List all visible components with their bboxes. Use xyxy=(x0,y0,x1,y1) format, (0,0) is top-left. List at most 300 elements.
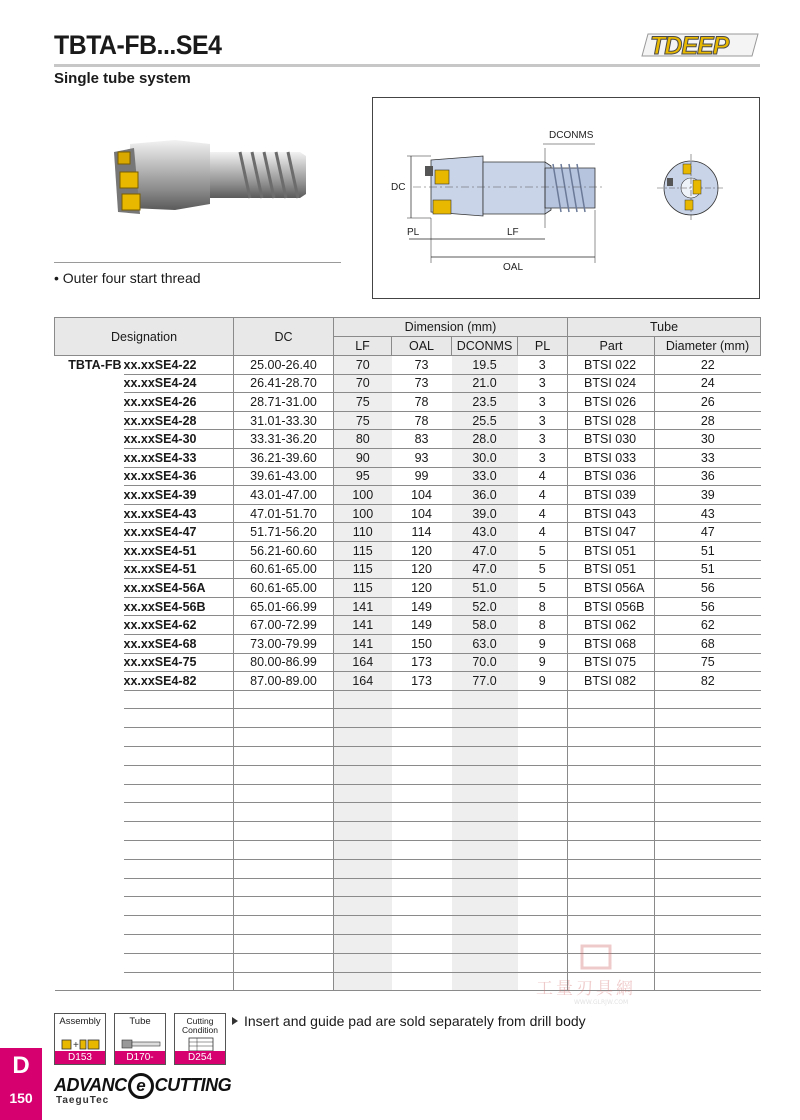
page-subtitle: Single tube system xyxy=(54,70,191,87)
blank-cell xyxy=(234,709,334,728)
cell-pl: 3 xyxy=(518,448,568,467)
ref-assembly-title: Assembly xyxy=(59,1016,101,1027)
cell-diameter: 82 xyxy=(655,672,761,691)
cell-code: xx.xxSE4-24 xyxy=(124,374,234,393)
blank-cell xyxy=(518,878,568,897)
blank-cell xyxy=(568,822,655,841)
blank-cell xyxy=(124,972,234,991)
table-row xyxy=(55,634,761,653)
table-row xyxy=(55,411,761,430)
cell-dc: 80.00-86.99 xyxy=(234,653,334,672)
blank-cell xyxy=(392,953,452,972)
cell-dc: 25.00-26.40 xyxy=(234,356,334,375)
cell-pl: 4 xyxy=(518,486,568,505)
cell-code: xx.xxSE4-75 xyxy=(124,653,234,672)
blank-cell xyxy=(655,690,761,709)
cell-code: xx.xxSE4-56A xyxy=(124,579,234,598)
cell-dconms: 36.0 xyxy=(452,486,518,505)
cell-lf: 100 xyxy=(334,504,392,523)
cell-prefix xyxy=(55,486,124,505)
blank-row xyxy=(55,841,761,860)
cell-dconms: 58.0 xyxy=(452,616,518,635)
cell-code: xx.xxSE4-22 xyxy=(124,356,234,375)
blank-cell xyxy=(568,747,655,766)
blank-cell xyxy=(234,859,334,878)
blank-cell xyxy=(518,897,568,916)
cell-dc: 31.01-33.30 xyxy=(234,411,334,430)
blank-cell xyxy=(392,747,452,766)
cell-dconms: 25.5 xyxy=(452,411,518,430)
cell-oal: 99 xyxy=(392,467,452,486)
blank-cell xyxy=(124,709,234,728)
blank-cell xyxy=(655,916,761,935)
cell-part: BTSI 028 xyxy=(568,411,655,430)
blank-cell xyxy=(55,972,124,991)
cutting-condition-icon xyxy=(181,1036,221,1052)
cell-code: xx.xxSE4-62 xyxy=(124,616,234,635)
blank-cell xyxy=(124,878,234,897)
cell-code: xx.xxSE4-47 xyxy=(124,523,234,542)
cell-pl: 5 xyxy=(518,560,568,579)
blank-cell xyxy=(124,897,234,916)
tdeep-logo xyxy=(640,30,762,60)
blank-cell xyxy=(124,765,234,784)
cell-lf: 115 xyxy=(334,560,392,579)
blank-cell xyxy=(55,803,124,822)
blank-cell xyxy=(452,803,518,822)
blank-cell xyxy=(518,803,568,822)
blank-cell xyxy=(334,803,392,822)
blank-cell xyxy=(655,878,761,897)
blank-cell xyxy=(655,841,761,860)
blank-cell xyxy=(568,765,655,784)
blank-cell xyxy=(518,841,568,860)
cell-dc: 33.31-36.20 xyxy=(234,430,334,449)
cell-lf: 115 xyxy=(334,541,392,560)
blank-cell xyxy=(55,953,124,972)
cell-dc: 60.61-65.00 xyxy=(234,560,334,579)
table-row xyxy=(55,579,761,598)
cell-diameter: 26 xyxy=(655,393,761,412)
cell-diameter: 39 xyxy=(655,486,761,505)
cell-pl: 4 xyxy=(518,523,568,542)
cell-dconms: 21.0 xyxy=(452,374,518,393)
blank-cell xyxy=(334,878,392,897)
blank-cell xyxy=(655,709,761,728)
cell-diameter: 43 xyxy=(655,504,761,523)
blank-cell xyxy=(55,859,124,878)
cell-dc: 87.00-89.00 xyxy=(234,672,334,691)
cell-dc: 65.01-66.99 xyxy=(234,597,334,616)
blank-cell xyxy=(452,747,518,766)
blank-cell xyxy=(234,784,334,803)
blank-cell xyxy=(334,953,392,972)
blank-cell xyxy=(234,972,334,991)
cell-lf: 80 xyxy=(334,430,392,449)
header-oal: OAL xyxy=(392,337,452,356)
cell-dconms: 47.0 xyxy=(452,541,518,560)
blank-cell xyxy=(568,690,655,709)
cell-dconms: 23.5 xyxy=(452,393,518,412)
cell-pl: 5 xyxy=(518,541,568,560)
blank-cell xyxy=(655,728,761,747)
cell-prefix: TBTA-FB xyxy=(68,358,122,373)
cell-part: BTSI 068 xyxy=(568,634,655,653)
blank-row xyxy=(55,897,761,916)
cell-oal: 150 xyxy=(392,634,452,653)
cell-pl: 8 xyxy=(518,597,568,616)
cell-dconms: 39.0 xyxy=(452,504,518,523)
blank-cell xyxy=(55,822,124,841)
blank-cell xyxy=(452,728,518,747)
cell-diameter: 75 xyxy=(655,653,761,672)
watermark-logo xyxy=(532,944,674,1006)
cell-part: BTSI 051 xyxy=(568,541,655,560)
blank-cell xyxy=(124,859,234,878)
ref-assembly[interactable] xyxy=(54,1013,106,1065)
cell-pl: 4 xyxy=(518,467,568,486)
cell-prefix xyxy=(55,634,124,653)
blank-cell xyxy=(392,935,452,954)
blank-cell xyxy=(234,803,334,822)
blank-cell xyxy=(655,765,761,784)
blank-row xyxy=(55,859,761,878)
cell-dconms: 30.0 xyxy=(452,448,518,467)
cell-part: BTSI 030 xyxy=(568,430,655,449)
cell-code: xx.xxSE4-30 xyxy=(124,430,234,449)
cell-part: BTSI 026 xyxy=(568,393,655,412)
insert-2 xyxy=(122,194,140,210)
cell-lf: 141 xyxy=(334,616,392,635)
cell-diameter: 56 xyxy=(655,597,761,616)
blank-cell xyxy=(452,709,518,728)
cell-code: xx.xxSE4-39 xyxy=(124,486,234,505)
blank-cell xyxy=(334,841,392,860)
cell-part: BTSI 075 xyxy=(568,653,655,672)
cell-part: BTSI 062 xyxy=(568,616,655,635)
header-tube: Tube xyxy=(568,318,761,337)
blank-cell xyxy=(234,878,334,897)
blank-cell xyxy=(392,784,452,803)
cell-dc: 56.21-60.60 xyxy=(234,541,334,560)
cell-pl: 8 xyxy=(518,616,568,635)
svg-text:+: + xyxy=(73,1040,79,1051)
cell-oal: 104 xyxy=(392,486,452,505)
blank-cell xyxy=(124,747,234,766)
blank-cell xyxy=(518,709,568,728)
cell-part: BTSI 056B xyxy=(568,597,655,616)
cell-oal: 120 xyxy=(392,541,452,560)
table-row xyxy=(55,486,761,505)
blank-cell xyxy=(234,690,334,709)
blank-cell xyxy=(334,972,392,991)
cell-lf: 70 xyxy=(334,374,392,393)
cell-dc: 60.61-65.00 xyxy=(234,579,334,598)
blank-cell xyxy=(568,709,655,728)
blank-cell xyxy=(452,784,518,803)
blank-cell xyxy=(392,878,452,897)
technical-drawing xyxy=(372,97,760,299)
cell-diameter: 47 xyxy=(655,523,761,542)
blank-cell xyxy=(334,822,392,841)
drill-photo xyxy=(100,122,330,232)
guide-pad xyxy=(118,152,130,164)
cell-lf: 110 xyxy=(334,523,392,542)
blank-cell xyxy=(568,859,655,878)
blank-cell xyxy=(452,953,518,972)
blank-cell xyxy=(124,916,234,935)
cell-prefix xyxy=(55,430,124,449)
blank-row xyxy=(55,728,761,747)
ref-cutting-condition[interactable] xyxy=(174,1013,226,1065)
cell-diameter: 56 xyxy=(655,579,761,598)
cell-oal: 104 xyxy=(392,504,452,523)
blank-cell xyxy=(55,935,124,954)
cell-oal: 73 xyxy=(392,374,452,393)
blank-cell xyxy=(334,897,392,916)
blank-cell xyxy=(518,765,568,784)
blank-cell xyxy=(518,859,568,878)
ref-assembly-page[interactable]: D153 xyxy=(55,1051,105,1064)
cell-oal: 114 xyxy=(392,523,452,542)
blank-cell xyxy=(452,765,518,784)
cell-dc: 51.71-56.20 xyxy=(234,523,334,542)
header-dimension: Dimension (mm) xyxy=(334,318,568,337)
blank-cell xyxy=(568,803,655,822)
cell-pl: 9 xyxy=(518,653,568,672)
page-title: TBTA-FB...SE4 xyxy=(54,30,222,60)
cell-dc: 47.01-51.70 xyxy=(234,504,334,523)
blank-cell xyxy=(518,728,568,747)
page-number: 150 xyxy=(9,1090,33,1106)
blank-cell xyxy=(392,803,452,822)
cell-dconms: 47.0 xyxy=(452,560,518,579)
cell-dc: 28.71-31.00 xyxy=(234,393,334,412)
cell-lf: 164 xyxy=(334,653,392,672)
blank-row xyxy=(55,690,761,709)
blank-cell xyxy=(334,784,392,803)
blank-cell xyxy=(55,765,124,784)
ref-tube[interactable] xyxy=(114,1013,166,1076)
cell-oal: 73 xyxy=(392,356,452,375)
cell-prefix xyxy=(55,523,124,542)
blank-cell xyxy=(452,972,518,991)
blank-cell xyxy=(392,765,452,784)
cell-prefix xyxy=(55,467,124,486)
cell-diameter: 51 xyxy=(655,560,761,579)
cell-prefix xyxy=(55,393,124,412)
cell-part: BTSI 047 xyxy=(568,523,655,542)
blank-cell xyxy=(234,841,334,860)
cell-part: BTSI 039 xyxy=(568,486,655,505)
cell-part: BTSI 056A xyxy=(568,579,655,598)
blank-cell xyxy=(334,935,392,954)
cell-lf: 90 xyxy=(334,448,392,467)
cell-dconms: 51.0 xyxy=(452,579,518,598)
cell-code: xx.xxSE4-26 xyxy=(124,393,234,412)
cell-code: xx.xxSE4-43 xyxy=(124,504,234,523)
table-row xyxy=(55,448,761,467)
cell-dc: 67.00-72.99 xyxy=(234,616,334,635)
blank-cell xyxy=(655,822,761,841)
dc-label: DC xyxy=(391,182,406,193)
table-row xyxy=(55,504,761,523)
blank-cell xyxy=(234,822,334,841)
cell-code: xx.xxSE4-36 xyxy=(124,467,234,486)
blank-cell xyxy=(392,841,452,860)
cell-prefix xyxy=(55,560,124,579)
blank-cell xyxy=(568,841,655,860)
cell-oal: 120 xyxy=(392,560,452,579)
blank-cell xyxy=(392,972,452,991)
pl-label: PL xyxy=(407,227,420,238)
cell-prefix xyxy=(55,411,124,430)
cell-prefix xyxy=(55,672,124,691)
blank-cell xyxy=(234,953,334,972)
cell-code: xx.xxSE4-51 xyxy=(124,560,234,579)
cell-diameter: 33 xyxy=(655,448,761,467)
blank-cell xyxy=(452,690,518,709)
tdeep-logo-text: TDEEP xyxy=(650,32,729,60)
blank-cell xyxy=(124,690,234,709)
blank-cell xyxy=(518,747,568,766)
blank-cell xyxy=(655,859,761,878)
blank-cell xyxy=(452,897,518,916)
header-lf: LF xyxy=(334,337,392,356)
cell-part: BTSI 024 xyxy=(568,374,655,393)
note xyxy=(232,1013,586,1029)
blank-cell xyxy=(124,935,234,954)
cell-oal: 120 xyxy=(392,579,452,598)
cell-diameter: 62 xyxy=(655,616,761,635)
brand-e: e xyxy=(128,1073,154,1099)
section-tab[interactable] xyxy=(0,1048,42,1120)
blank-cell xyxy=(55,784,124,803)
cell-dconms: 70.0 xyxy=(452,653,518,672)
blank-cell xyxy=(234,765,334,784)
cell-prefix xyxy=(55,374,124,393)
blank-cell xyxy=(568,897,655,916)
note-text: Insert and guide pad are sold separately from drill body xyxy=(244,1013,586,1029)
table-body xyxy=(55,356,761,991)
blank-cell xyxy=(124,728,234,747)
cell-pl: 3 xyxy=(518,393,568,412)
table-row xyxy=(55,560,761,579)
section-letter: D xyxy=(12,1052,30,1079)
blank-cell xyxy=(655,803,761,822)
table-row xyxy=(55,356,761,375)
blank-cell xyxy=(334,747,392,766)
header-designation: Designation xyxy=(55,318,234,356)
taegutec-label: TaeguTec xyxy=(56,1095,110,1106)
table-row xyxy=(55,467,761,486)
blank-cell xyxy=(452,916,518,935)
blank-cell xyxy=(124,822,234,841)
blank-cell xyxy=(452,878,518,897)
blank-cell xyxy=(234,747,334,766)
blank-cell xyxy=(334,916,392,935)
blank-cell xyxy=(124,953,234,972)
blank-cell xyxy=(334,765,392,784)
cell-prefix xyxy=(55,541,124,560)
cell-code: xx.xxSE4-28 xyxy=(124,411,234,430)
cell-pl: 9 xyxy=(518,634,568,653)
blank-cell xyxy=(234,897,334,916)
cell-lf: 164 xyxy=(334,672,392,691)
blank-cell xyxy=(518,690,568,709)
blank-row xyxy=(55,822,761,841)
drawing-svg xyxy=(373,98,758,297)
cell-part: BTSI 036 xyxy=(568,467,655,486)
cell-dc: 43.01-47.00 xyxy=(234,486,334,505)
blank-cell xyxy=(518,916,568,935)
table-row xyxy=(55,523,761,542)
cell-oal: 173 xyxy=(392,672,452,691)
cell-oal: 93 xyxy=(392,448,452,467)
table-row xyxy=(55,672,761,691)
blank-cell xyxy=(452,935,518,954)
header-dc: DC xyxy=(234,318,334,356)
cell-part: BTSI 051 xyxy=(568,560,655,579)
header-diameter: Diameter (mm) xyxy=(655,337,761,356)
insert-1 xyxy=(120,172,138,188)
table-row xyxy=(55,653,761,672)
blank-row xyxy=(55,765,761,784)
cell-pl: 5 xyxy=(518,579,568,598)
cell-diameter: 68 xyxy=(655,634,761,653)
cell-prefix xyxy=(55,579,124,598)
cell-diameter: 24 xyxy=(655,374,761,393)
cell-code: xx.xxSE4-68 xyxy=(124,634,234,653)
dconms-label: DCONMS xyxy=(549,130,594,141)
header-pl: PL xyxy=(518,337,568,356)
cell-oal: 149 xyxy=(392,616,452,635)
cell-dconms: 77.0 xyxy=(452,672,518,691)
oal-label: OAL xyxy=(503,262,524,273)
arrow-right-icon xyxy=(232,1017,238,1025)
cell-lf: 75 xyxy=(334,393,392,412)
blank-cell xyxy=(392,822,452,841)
blank-cell xyxy=(392,859,452,878)
cell-lf: 70 xyxy=(334,356,392,375)
cell-diameter: 28 xyxy=(655,411,761,430)
cell-dc: 73.00-79.99 xyxy=(234,634,334,653)
blank-cell xyxy=(392,728,452,747)
blank-cell xyxy=(568,916,655,935)
cell-lf: 95 xyxy=(334,467,392,486)
ref-tube-page[interactable]: D170-D171 xyxy=(115,1051,165,1064)
cell-dc: 36.21-39.60 xyxy=(234,448,334,467)
blank-row xyxy=(55,916,761,935)
table-row xyxy=(55,430,761,449)
blank-cell xyxy=(234,935,334,954)
title-divider xyxy=(54,64,760,67)
blank-cell xyxy=(124,841,234,860)
cell-pl: 9 xyxy=(518,672,568,691)
ref-cutting-page[interactable]: D254 xyxy=(175,1051,225,1064)
cell-code: xx.xxSE4-33 xyxy=(124,448,234,467)
feature-item: • Outer four start thread xyxy=(54,270,201,286)
cell-oal: 173 xyxy=(392,653,452,672)
cell-lf: 141 xyxy=(334,597,392,616)
cell-prefix xyxy=(55,653,124,672)
blank-cell xyxy=(392,897,452,916)
blank-cell xyxy=(452,841,518,860)
cell-dconms: 63.0 xyxy=(452,634,518,653)
blank-cell xyxy=(55,916,124,935)
cell-oal: 78 xyxy=(392,411,452,430)
table-row xyxy=(55,541,761,560)
